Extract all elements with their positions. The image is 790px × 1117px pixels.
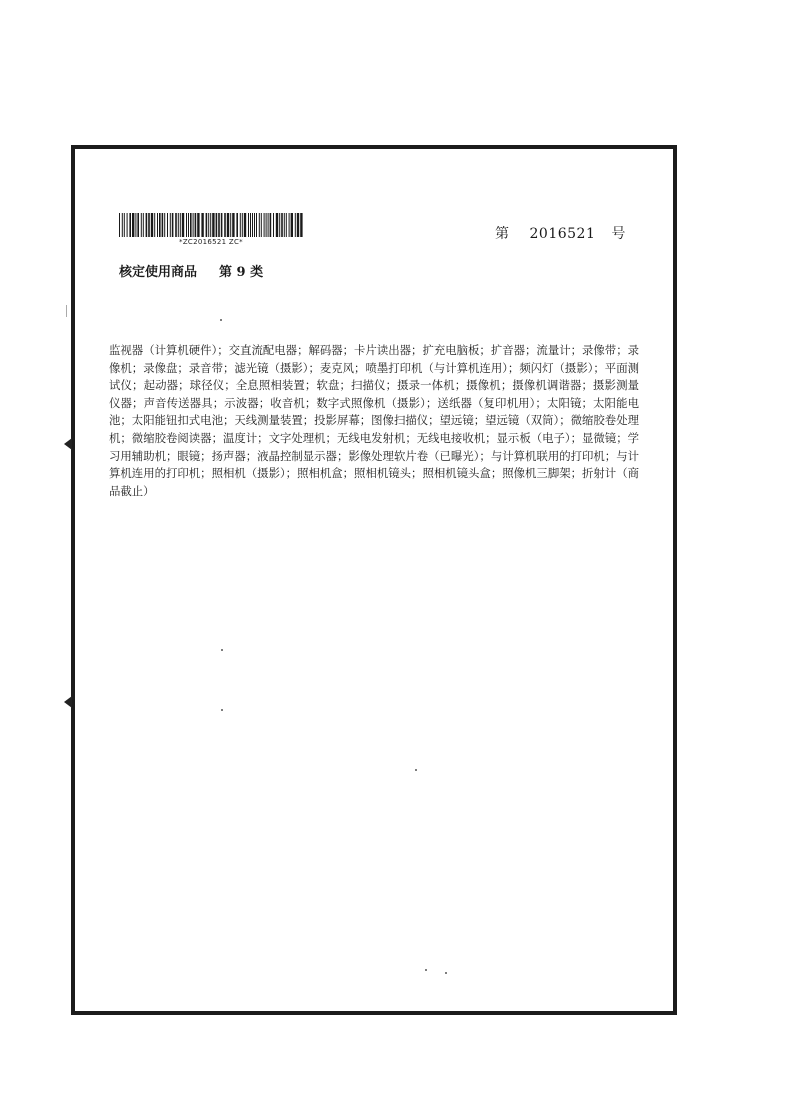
certificate-number-value: 2016521 (529, 226, 596, 242)
scan-edge-mark (64, 696, 72, 708)
scan-margin-mark (66, 305, 67, 317)
scan-speck (221, 649, 223, 651)
scan-speck (221, 709, 223, 711)
goods-heading (119, 261, 263, 280)
goods-class-label: 第 9 类 (219, 265, 264, 280)
scan-edge-mark (64, 438, 72, 450)
scan-speck (445, 972, 447, 974)
document-frame (71, 145, 677, 1015)
certificate-number (495, 223, 626, 243)
scan-speck (415, 769, 417, 771)
barcode-bars (119, 213, 303, 237)
barcode-text: *ZC2016521 ZC* (179, 238, 243, 246)
goods-heading-label: 核定使用商品 (119, 265, 198, 280)
barcode (119, 213, 303, 246)
certificate-suffix: 号 (611, 226, 626, 242)
scan-speck (220, 319, 222, 321)
scan-speck (425, 969, 427, 971)
certificate-prefix: 第 (495, 226, 510, 242)
goods-list-text: 监视器（计算机硬件）；交直流配电器；解码器；卡片读出器；扩充电脑板；扩音器；流量计；录像带；录像机；录像盘；录音带；滤光镜（摄影）；麦克风；喷墨打印机（与计算机连用）；频闪灯（摄影）；平面测试仪；起动器；球径仪；全息照相装置；软盘；扫描仪；摄录一体机；摄像机；摄像机调谐器；摄影测量仪器；声音传送器具；示波器；收音机；数字式照像机（摄影）；送纸器（复印机用）；太阳镜；太阳能电池；太阳能钮扣式电池；天线测量装置；投影屏幕；图像扫描仪；望远镜；望远镜（双筒）；微缩胶卷处理机；微缩胶卷阅读器；温度计；文字处理机；无线电发射机；无线电接收机；显示板（电子）；显微镜；学习用辅助机；眼镜；扬声器；液晶控制显示器；影像处理软片卷（已曝光）；与计算机联用的打印机；与计算机连用的打印机；照相机（摄影）；照相机盒；照相机镜头；照相机镜头盒；照像机三脚架；折射计（商品截止） (109, 343, 639, 498)
